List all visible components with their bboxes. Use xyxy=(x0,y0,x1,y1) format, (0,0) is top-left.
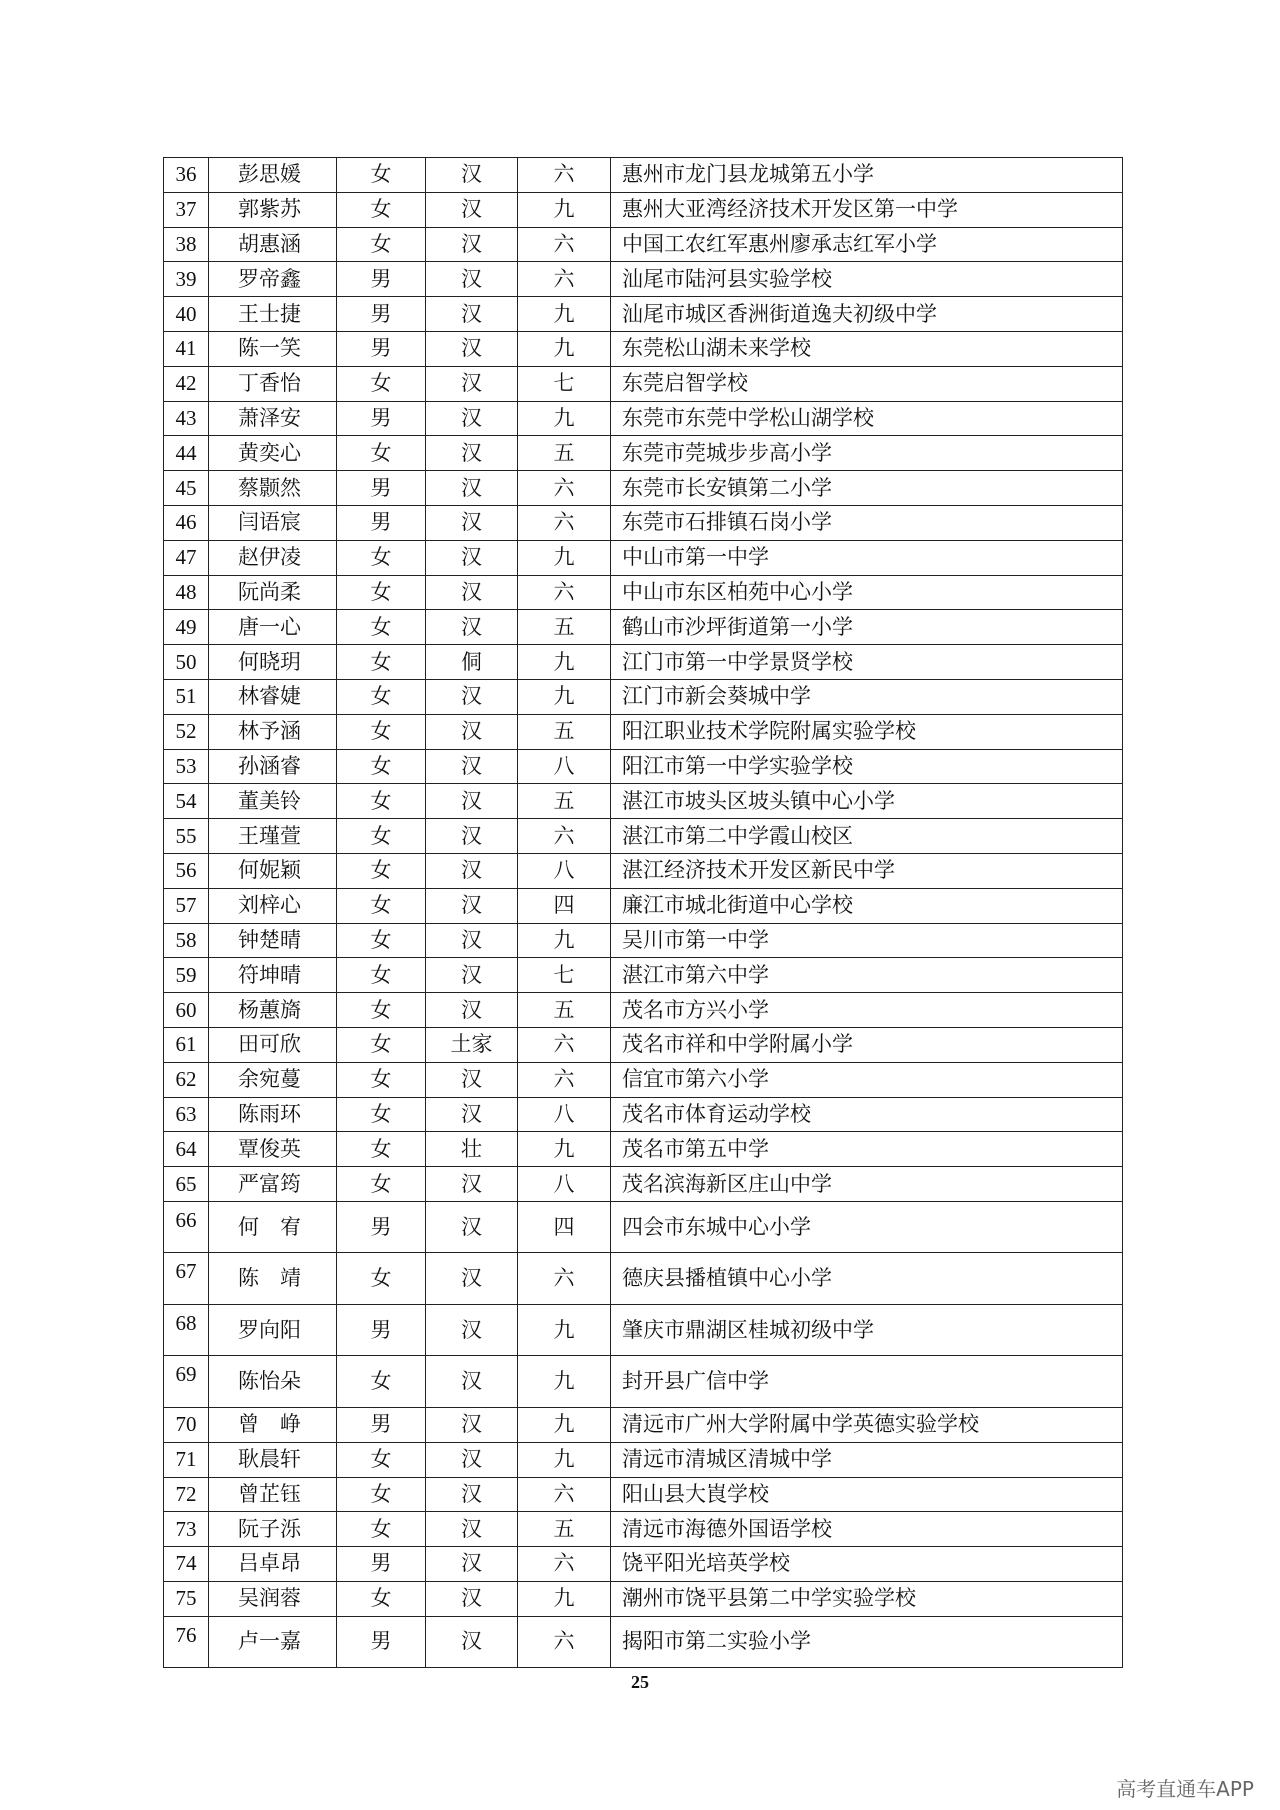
school-name-cell: 清远市海德外国语学校 xyxy=(611,1512,1123,1547)
school-name-cell: 封开县广信中学 xyxy=(611,1356,1123,1408)
table-row xyxy=(164,1581,1123,1616)
grade-cell: 六 xyxy=(518,227,611,262)
table-row xyxy=(164,958,1123,993)
table-row xyxy=(164,1062,1123,1097)
school-name-cell: 清远市清城区清城中学 xyxy=(611,1442,1123,1477)
grade-cell: 九 xyxy=(518,1132,611,1167)
table-row xyxy=(164,1027,1123,1062)
ethnicity-cell: 汉 xyxy=(426,714,518,749)
school-name-cell: 四会市东城中心小学 xyxy=(611,1201,1123,1253)
gender-cell: 女 xyxy=(337,993,426,1028)
row-number-cell: 41 xyxy=(164,331,209,366)
ethnicity-cell: 汉 xyxy=(426,784,518,819)
row-number-cell: 48 xyxy=(164,575,209,610)
gender-cell: 女 xyxy=(337,1356,426,1408)
ethnicity-cell: 汉 xyxy=(426,993,518,1028)
row-number-cell: 57 xyxy=(164,888,209,923)
gender-cell: 女 xyxy=(337,1167,426,1202)
grade-cell: 四 xyxy=(518,1201,611,1253)
row-number-cell: 69 xyxy=(164,1356,209,1408)
student-name-cell: 董美铃 xyxy=(209,784,337,819)
row-number-cell: 61 xyxy=(164,1027,209,1062)
gender-cell: 女 xyxy=(337,192,426,227)
student-name-cell: 罗帝鑫 xyxy=(209,262,337,297)
ethnicity-cell: 汉 xyxy=(426,1581,518,1616)
table-row xyxy=(164,192,1123,227)
table-row xyxy=(164,993,1123,1028)
student-name-cell: 钟楚晴 xyxy=(209,923,337,958)
school-name-cell: 湛江市坡头区坡头镇中心小学 xyxy=(611,784,1123,819)
gender-cell: 女 xyxy=(337,679,426,714)
ethnicity-cell: 汉 xyxy=(426,540,518,575)
table-row xyxy=(164,923,1123,958)
row-number-cell: 74 xyxy=(164,1547,209,1582)
school-name-cell: 湛江市第六中学 xyxy=(611,958,1123,993)
gender-cell: 女 xyxy=(337,575,426,610)
student-name-cell: 萧泽安 xyxy=(209,401,337,436)
ethnicity-cell: 汉 xyxy=(426,1356,518,1408)
gender-cell: 女 xyxy=(337,1477,426,1512)
grade-cell: 六 xyxy=(518,1253,611,1305)
row-number-cell: 70 xyxy=(164,1407,209,1442)
table-row xyxy=(164,1304,1123,1356)
student-name-cell: 符坤晴 xyxy=(209,958,337,993)
grade-cell: 八 xyxy=(518,1097,611,1132)
ethnicity-cell: 汉 xyxy=(426,1253,518,1305)
ethnicity-cell: 土家 xyxy=(426,1027,518,1062)
student-name-cell: 何 宥 xyxy=(209,1201,337,1253)
gender-cell: 女 xyxy=(337,1132,426,1167)
student-name-cell: 阮子泺 xyxy=(209,1512,337,1547)
table-row xyxy=(164,1132,1123,1167)
student-name-cell: 阮尚柔 xyxy=(209,575,337,610)
student-name-cell: 何晓玥 xyxy=(209,645,337,680)
school-name-cell: 江门市新会葵城中学 xyxy=(611,679,1123,714)
school-name-cell: 茂名市第五中学 xyxy=(611,1132,1123,1167)
ethnicity-cell: 汉 xyxy=(426,1304,518,1356)
grade-cell: 六 xyxy=(518,1062,611,1097)
grade-cell: 六 xyxy=(518,158,611,193)
school-name-cell: 江门市第一中学景贤学校 xyxy=(611,645,1123,680)
student-roster-table xyxy=(163,157,1123,1668)
school-name-cell: 德庆县播植镇中心小学 xyxy=(611,1253,1123,1305)
school-name-cell: 清远市广州大学附属中学英德实验学校 xyxy=(611,1407,1123,1442)
grade-cell: 九 xyxy=(518,645,611,680)
ethnicity-cell: 汉 xyxy=(426,679,518,714)
ethnicity-cell: 汉 xyxy=(426,1616,518,1668)
school-name-cell: 鹤山市沙坪街道第一小学 xyxy=(611,610,1123,645)
row-number-cell: 75 xyxy=(164,1581,209,1616)
row-number-cell: 68 xyxy=(164,1304,209,1356)
student-name-cell: 赵伊凌 xyxy=(209,540,337,575)
gender-cell: 女 xyxy=(337,1581,426,1616)
school-name-cell: 阳山县大崀学校 xyxy=(611,1477,1123,1512)
row-number-cell: 37 xyxy=(164,192,209,227)
grade-cell: 六 xyxy=(518,575,611,610)
school-name-cell: 中国工农红军惠州廖承志红军小学 xyxy=(611,227,1123,262)
student-name-cell: 闫语宸 xyxy=(209,505,337,540)
gender-cell: 男 xyxy=(337,297,426,332)
school-name-cell: 信宜市第六小学 xyxy=(611,1062,1123,1097)
gender-cell: 女 xyxy=(337,227,426,262)
row-number-cell: 76 xyxy=(164,1616,209,1668)
grade-cell: 五 xyxy=(518,436,611,471)
school-name-cell: 吴川市第一中学 xyxy=(611,923,1123,958)
student-name-cell: 陈一笑 xyxy=(209,331,337,366)
student-name-cell: 丁香怡 xyxy=(209,366,337,401)
grade-cell: 五 xyxy=(518,714,611,749)
student-name-cell: 耿晨轩 xyxy=(209,1442,337,1477)
gender-cell: 女 xyxy=(337,784,426,819)
grade-cell: 五 xyxy=(518,610,611,645)
school-name-cell: 茂名市祥和中学附属小学 xyxy=(611,1027,1123,1062)
row-number-cell: 60 xyxy=(164,993,209,1028)
grade-cell: 九 xyxy=(518,401,611,436)
row-number-cell: 71 xyxy=(164,1442,209,1477)
school-name-cell: 汕尾市陆河县实验学校 xyxy=(611,262,1123,297)
student-name-cell: 林睿婕 xyxy=(209,679,337,714)
table-row xyxy=(164,1442,1123,1477)
student-name-cell: 蔡颢然 xyxy=(209,471,337,506)
row-number-cell: 63 xyxy=(164,1097,209,1132)
ethnicity-cell: 汉 xyxy=(426,1407,518,1442)
row-number-cell: 43 xyxy=(164,401,209,436)
ethnicity-cell: 汉 xyxy=(426,297,518,332)
table-row xyxy=(164,1477,1123,1512)
table-row xyxy=(164,1356,1123,1408)
student-name-cell: 罗向阳 xyxy=(209,1304,337,1356)
grade-cell: 八 xyxy=(518,749,611,784)
table-row xyxy=(164,853,1123,888)
ethnicity-cell: 汉 xyxy=(426,888,518,923)
student-name-cell: 杨蕙旖 xyxy=(209,993,337,1028)
gender-cell: 女 xyxy=(337,366,426,401)
table-row xyxy=(164,1167,1123,1202)
table-row xyxy=(164,401,1123,436)
gender-cell: 女 xyxy=(337,1027,426,1062)
ethnicity-cell: 汉 xyxy=(426,610,518,645)
grade-cell: 六 xyxy=(518,471,611,506)
table-row xyxy=(164,262,1123,297)
table-row xyxy=(164,1407,1123,1442)
gender-cell: 女 xyxy=(337,1512,426,1547)
student-name-cell: 郭紫苏 xyxy=(209,192,337,227)
grade-cell: 六 xyxy=(518,262,611,297)
gender-cell: 男 xyxy=(337,471,426,506)
grade-cell: 五 xyxy=(518,784,611,819)
table-row xyxy=(164,575,1123,610)
row-number-cell: 40 xyxy=(164,297,209,332)
row-number-cell: 49 xyxy=(164,610,209,645)
ethnicity-cell: 汉 xyxy=(426,749,518,784)
school-name-cell: 东莞市东莞中学松山湖学校 xyxy=(611,401,1123,436)
grade-cell: 九 xyxy=(518,1304,611,1356)
table-row xyxy=(164,819,1123,854)
table-row xyxy=(164,1201,1123,1253)
table-row xyxy=(164,436,1123,471)
gender-cell: 男 xyxy=(337,1547,426,1582)
row-number-cell: 66 xyxy=(164,1201,209,1253)
school-name-cell: 东莞市石排镇石岗小学 xyxy=(611,505,1123,540)
page-number: 25 xyxy=(631,1672,649,1692)
table-row xyxy=(164,1512,1123,1547)
student-name-cell: 王瑾萱 xyxy=(209,819,337,854)
school-name-cell: 阳江市第一中学实验学校 xyxy=(611,749,1123,784)
school-name-cell: 惠州市龙门县龙城第五小学 xyxy=(611,158,1123,193)
school-name-cell: 东莞市莞城步步高小学 xyxy=(611,436,1123,471)
student-name-cell: 王士捷 xyxy=(209,297,337,332)
table-row xyxy=(164,331,1123,366)
ethnicity-cell: 汉 xyxy=(426,227,518,262)
grade-cell: 九 xyxy=(518,923,611,958)
ethnicity-cell: 汉 xyxy=(426,331,518,366)
row-number-cell: 42 xyxy=(164,366,209,401)
gender-cell: 女 xyxy=(337,610,426,645)
table-row xyxy=(164,645,1123,680)
table-row xyxy=(164,1616,1123,1668)
student-name-cell: 陈怡朵 xyxy=(209,1356,337,1408)
row-number-cell: 50 xyxy=(164,645,209,680)
gender-cell: 女 xyxy=(337,749,426,784)
grade-cell: 六 xyxy=(518,1477,611,1512)
grade-cell: 六 xyxy=(518,1616,611,1668)
row-number-cell: 38 xyxy=(164,227,209,262)
student-name-cell: 卢一嘉 xyxy=(209,1616,337,1668)
grade-cell: 六 xyxy=(518,819,611,854)
gender-cell: 男 xyxy=(337,262,426,297)
ethnicity-cell: 汉 xyxy=(426,1097,518,1132)
grade-cell: 六 xyxy=(518,505,611,540)
row-number-cell: 73 xyxy=(164,1512,209,1547)
school-name-cell: 惠州大亚湾经济技术开发区第一中学 xyxy=(611,192,1123,227)
gender-cell: 女 xyxy=(337,853,426,888)
grade-cell: 六 xyxy=(518,1547,611,1582)
grade-cell: 九 xyxy=(518,540,611,575)
school-name-cell: 东莞松山湖未来学校 xyxy=(611,331,1123,366)
table-row xyxy=(164,714,1123,749)
table-row xyxy=(164,1253,1123,1305)
school-name-cell: 东莞启智学校 xyxy=(611,366,1123,401)
gender-cell: 女 xyxy=(337,158,426,193)
gender-cell: 女 xyxy=(337,923,426,958)
grade-cell: 七 xyxy=(518,958,611,993)
student-name-cell: 黄奕心 xyxy=(209,436,337,471)
grade-cell: 八 xyxy=(518,1167,611,1202)
row-number-cell: 36 xyxy=(164,158,209,193)
ethnicity-cell: 汉 xyxy=(426,366,518,401)
school-name-cell: 揭阳市第二实验小学 xyxy=(611,1616,1123,1668)
school-name-cell: 湛江经济技术开发区新民中学 xyxy=(611,853,1123,888)
table-row xyxy=(164,505,1123,540)
table-row xyxy=(164,1097,1123,1132)
grade-cell: 九 xyxy=(518,1442,611,1477)
row-number-cell: 39 xyxy=(164,262,209,297)
grade-cell: 九 xyxy=(518,331,611,366)
row-number-cell: 62 xyxy=(164,1062,209,1097)
row-number-cell: 47 xyxy=(164,540,209,575)
grade-cell: 四 xyxy=(518,888,611,923)
table-row xyxy=(164,297,1123,332)
ethnicity-cell: 汉 xyxy=(426,1167,518,1202)
school-name-cell: 茂名市方兴小学 xyxy=(611,993,1123,1028)
school-name-cell: 中山市第一中学 xyxy=(611,540,1123,575)
ethnicity-cell: 汉 xyxy=(426,1062,518,1097)
ethnicity-cell: 汉 xyxy=(426,853,518,888)
school-name-cell: 汕尾市城区香洲街道逸夫初级中学 xyxy=(611,297,1123,332)
student-name-cell: 林予涵 xyxy=(209,714,337,749)
app-watermark: 高考直通车APP xyxy=(1116,1777,1254,1801)
student-name-cell: 曾芷钰 xyxy=(209,1477,337,1512)
ethnicity-cell: 汉 xyxy=(426,1201,518,1253)
table-row xyxy=(164,1547,1123,1582)
grade-cell: 五 xyxy=(518,993,611,1028)
ethnicity-cell: 汉 xyxy=(426,819,518,854)
ethnicity-cell: 汉 xyxy=(426,958,518,993)
ethnicity-cell: 汉 xyxy=(426,471,518,506)
table-row xyxy=(164,679,1123,714)
gender-cell: 男 xyxy=(337,1616,426,1668)
row-number-cell: 59 xyxy=(164,958,209,993)
ethnicity-cell: 汉 xyxy=(426,575,518,610)
school-name-cell: 廉江市城北街道中心学校 xyxy=(611,888,1123,923)
row-number-cell: 56 xyxy=(164,853,209,888)
gender-cell: 女 xyxy=(337,1062,426,1097)
ethnicity-cell: 壮 xyxy=(426,1132,518,1167)
table-row xyxy=(164,366,1123,401)
gender-cell: 女 xyxy=(337,540,426,575)
ethnicity-cell: 汉 xyxy=(426,1477,518,1512)
grade-cell: 六 xyxy=(518,1027,611,1062)
row-number-cell: 51 xyxy=(164,679,209,714)
ethnicity-cell: 汉 xyxy=(426,436,518,471)
grade-cell: 五 xyxy=(518,1512,611,1547)
ethnicity-cell: 汉 xyxy=(426,923,518,958)
row-number-cell: 64 xyxy=(164,1132,209,1167)
ethnicity-cell: 汉 xyxy=(426,192,518,227)
school-name-cell: 肇庆市鼎湖区桂城初级中学 xyxy=(611,1304,1123,1356)
student-name-cell: 陈雨环 xyxy=(209,1097,337,1132)
row-number-cell: 52 xyxy=(164,714,209,749)
table-row xyxy=(164,540,1123,575)
school-name-cell: 湛江市第二中学霞山校区 xyxy=(611,819,1123,854)
school-name-cell: 茂名市体育运动学校 xyxy=(611,1097,1123,1132)
grade-cell: 七 xyxy=(518,366,611,401)
ethnicity-cell: 汉 xyxy=(426,505,518,540)
student-name-cell: 刘梓心 xyxy=(209,888,337,923)
roster-body xyxy=(164,158,1123,1668)
gender-cell: 女 xyxy=(337,1442,426,1477)
school-name-cell: 中山市东区柏苑中心小学 xyxy=(611,575,1123,610)
row-number-cell: 67 xyxy=(164,1253,209,1305)
student-name-cell: 彭思媛 xyxy=(209,158,337,193)
ethnicity-cell: 汉 xyxy=(426,401,518,436)
row-number-cell: 53 xyxy=(164,749,209,784)
row-number-cell: 72 xyxy=(164,1477,209,1512)
ethnicity-cell: 汉 xyxy=(426,1512,518,1547)
row-number-cell: 54 xyxy=(164,784,209,819)
table-row xyxy=(164,784,1123,819)
table-row xyxy=(164,158,1123,193)
student-name-cell: 吕卓昂 xyxy=(209,1547,337,1582)
student-name-cell: 吴润蓉 xyxy=(209,1581,337,1616)
gender-cell: 女 xyxy=(337,436,426,471)
student-name-cell: 何妮颖 xyxy=(209,853,337,888)
student-name-cell: 严富筠 xyxy=(209,1167,337,1202)
gender-cell: 男 xyxy=(337,1304,426,1356)
grade-cell: 九 xyxy=(518,1356,611,1408)
gender-cell: 男 xyxy=(337,401,426,436)
gender-cell: 女 xyxy=(337,888,426,923)
row-number-cell: 46 xyxy=(164,505,209,540)
gender-cell: 女 xyxy=(337,1253,426,1305)
school-name-cell: 茂名滨海新区庄山中学 xyxy=(611,1167,1123,1202)
row-number-cell: 55 xyxy=(164,819,209,854)
student-name-cell: 陈 靖 xyxy=(209,1253,337,1305)
grade-cell: 九 xyxy=(518,1581,611,1616)
school-name-cell: 潮州市饶平县第二中学实验学校 xyxy=(611,1581,1123,1616)
gender-cell: 男 xyxy=(337,1407,426,1442)
ethnicity-cell: 汉 xyxy=(426,1442,518,1477)
gender-cell: 女 xyxy=(337,958,426,993)
gender-cell: 男 xyxy=(337,331,426,366)
ethnicity-cell: 汉 xyxy=(426,262,518,297)
grade-cell: 九 xyxy=(518,192,611,227)
grade-cell: 九 xyxy=(518,1407,611,1442)
row-number-cell: 58 xyxy=(164,923,209,958)
table-row xyxy=(164,471,1123,506)
grade-cell: 八 xyxy=(518,853,611,888)
student-name-cell: 田可欣 xyxy=(209,1027,337,1062)
ethnicity-cell: 汉 xyxy=(426,158,518,193)
row-number-cell: 45 xyxy=(164,471,209,506)
gender-cell: 女 xyxy=(337,1097,426,1132)
grade-cell: 九 xyxy=(518,297,611,332)
table-row xyxy=(164,749,1123,784)
gender-cell: 女 xyxy=(337,714,426,749)
gender-cell: 女 xyxy=(337,819,426,854)
school-name-cell: 阳江职业技术学院附属实验学校 xyxy=(611,714,1123,749)
row-number-cell: 44 xyxy=(164,436,209,471)
student-name-cell: 孙涵睿 xyxy=(209,749,337,784)
gender-cell: 男 xyxy=(337,505,426,540)
student-name-cell: 覃俊英 xyxy=(209,1132,337,1167)
table-row xyxy=(164,888,1123,923)
grade-cell: 九 xyxy=(518,679,611,714)
gender-cell: 男 xyxy=(337,1201,426,1253)
school-name-cell: 饶平阳光培英学校 xyxy=(611,1547,1123,1582)
ethnicity-cell: 侗 xyxy=(426,645,518,680)
table-row xyxy=(164,610,1123,645)
row-number-cell: 65 xyxy=(164,1167,209,1202)
school-name-cell: 东莞市长安镇第二小学 xyxy=(611,471,1123,506)
student-name-cell: 胡惠涵 xyxy=(209,227,337,262)
gender-cell: 女 xyxy=(337,645,426,680)
student-name-cell: 曾 峥 xyxy=(209,1407,337,1442)
student-name-cell: 唐一心 xyxy=(209,610,337,645)
table-row xyxy=(164,227,1123,262)
ethnicity-cell: 汉 xyxy=(426,1547,518,1582)
student-name-cell: 余宛蔓 xyxy=(209,1062,337,1097)
